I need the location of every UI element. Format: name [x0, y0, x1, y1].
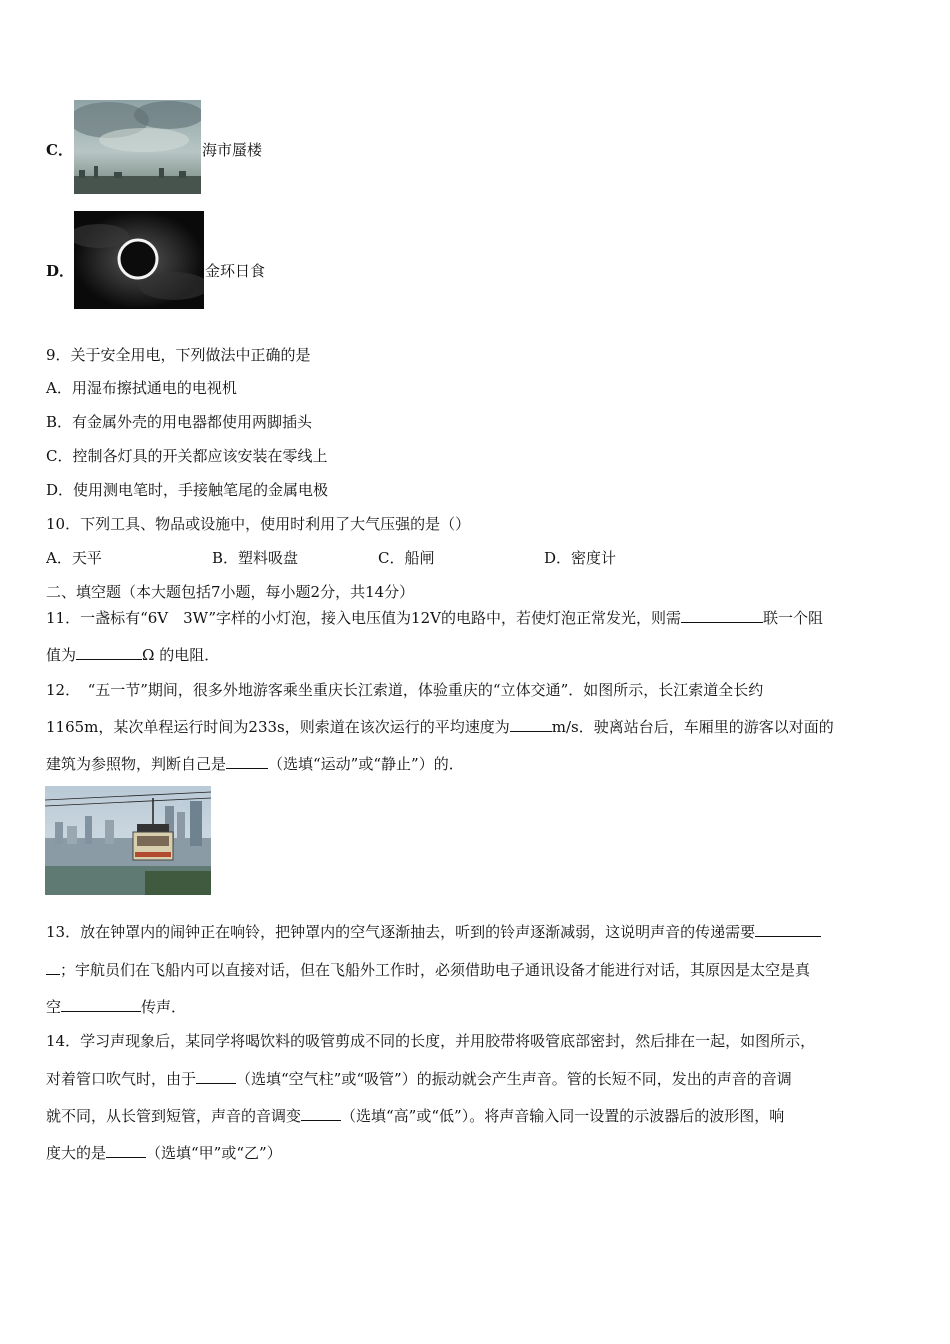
answer-blank [106, 1143, 146, 1158]
q13-line2 [46, 960, 810, 980]
option-c-caption: 海市蜃楼 [202, 141, 263, 159]
eclipse-photo [74, 211, 204, 309]
q14-line2 [46, 1069, 792, 1089]
q12-line2 [46, 717, 834, 737]
q13-line1 [46, 922, 821, 942]
option-c-label: C． [46, 141, 73, 159]
q13-text-1: 13．放在钟罩内的闹钟正在响铃，把钟罩内的空气逐渐抽去，听到的铃声逐渐减弱，这说明声音的传递需要 [46, 923, 756, 941]
q14-line1: 14．学习声现象后，某同学将喝饮料的吸管剪成不同的长度，并用胶带将吸管底部密封，然后排在一起，如图所示， [46, 1032, 816, 1050]
answer-blank [46, 960, 60, 975]
q14-line3 [46, 1106, 784, 1126]
q11-line1 [46, 608, 823, 628]
q9-option-b: B．有金属外壳的用电器都使用两脚插头 [46, 413, 313, 431]
mirage-photo [74, 100, 201, 194]
q9-stem: 9．关于安全用电，下列做法中正确的是 [46, 346, 311, 364]
q9-option-a: A．用湿布擦拭通电的电视机 [46, 379, 237, 397]
answer-blank [61, 997, 141, 1012]
q12-line1: 12． “五一节”期间，很多外地游客乘坐重庆长江索道，体验重庆的“立体交通”．如图所示，长江索道全长约 [46, 681, 764, 699]
q14-text-2b: （选填“空气柱”或“吸管”）的振动就会产生声音。管的长短不同，发出的声音的音调 [236, 1070, 792, 1088]
q14-line4 [46, 1143, 282, 1163]
q10-option-a: A．天平 [46, 549, 102, 567]
q13-text-2: ；宇航员们在飞船内可以直接对话，但在飞船外工作时，必须借助电子通讯设备才能进行对话，其原因是太空是真 [60, 961, 811, 979]
cable-car-photo [45, 786, 211, 895]
q11-text-1: 11．一盏标有“6V 3W”字样的小灯泡，接入电压值为12V的电路中，若使灯泡正常发光，则需 [46, 609, 681, 627]
q10-stem: 10．下列工具、物品或设施中，使用时利用了大气压强的是（） [46, 515, 471, 533]
answer-blank [681, 608, 763, 623]
answer-blank [76, 645, 142, 660]
option-d-label: D． [46, 262, 75, 280]
q12-text-3a: 建筑为参照物，判断自己是 [46, 755, 227, 773]
q14-text-2a: 对着管口吹气时，由于 [46, 1070, 197, 1088]
q14-text-4a: 度大的是 [46, 1144, 107, 1162]
q14-text-4b: （选填“甲”或“乙”） [146, 1144, 282, 1162]
q12-line3 [46, 754, 464, 774]
q13-text-3a: 空 [46, 998, 62, 1016]
q12-text-2b: m/s．驶离站台后，车厢里的游客以对面的 [551, 718, 834, 736]
answer-blank [301, 1106, 341, 1121]
q10-option-d: D．密度计 [544, 549, 617, 567]
section-title: 二、填空题（本大题包括7小题，每小题2分，共14分） [46, 583, 415, 601]
q10-option-b: B．塑料吸盘 [212, 549, 299, 567]
answer-blank [510, 717, 552, 732]
q11-text-2: 联一个阻 [762, 609, 823, 627]
answer-blank [226, 754, 268, 769]
q9-option-c: C．控制各灯具的开关都应该安装在零线上 [46, 447, 328, 465]
q9-option-d: D．使用测电笔时，手接触笔尾的金属电极 [46, 481, 329, 499]
q11-text-3: 值为 [46, 646, 77, 664]
q12-text-2a: 1165m，某次单程运行时间为233s，则索道在该次运行的平均速度为 [46, 718, 510, 736]
q14-text-3a: 就不同，从长管到短管，声音的音调变 [46, 1107, 302, 1125]
option-d-caption: 金环日食 [205, 262, 266, 280]
q14-text-3b: （选填“高”或“低”）。将声音输入同一设置的示波器后的波形图，响 [341, 1107, 785, 1125]
q13-text-3b: 传声． [141, 998, 187, 1016]
q12-text-3b: （选填“运动”或“静止”）的． [268, 755, 464, 773]
answer-blank [196, 1069, 236, 1084]
q13-line3 [46, 997, 186, 1017]
answer-blank [755, 922, 821, 937]
q10-option-c: C．船闸 [378, 549, 435, 567]
q11-text-4: Ω 的电阻． [142, 646, 220, 664]
q11-line2 [46, 645, 219, 665]
